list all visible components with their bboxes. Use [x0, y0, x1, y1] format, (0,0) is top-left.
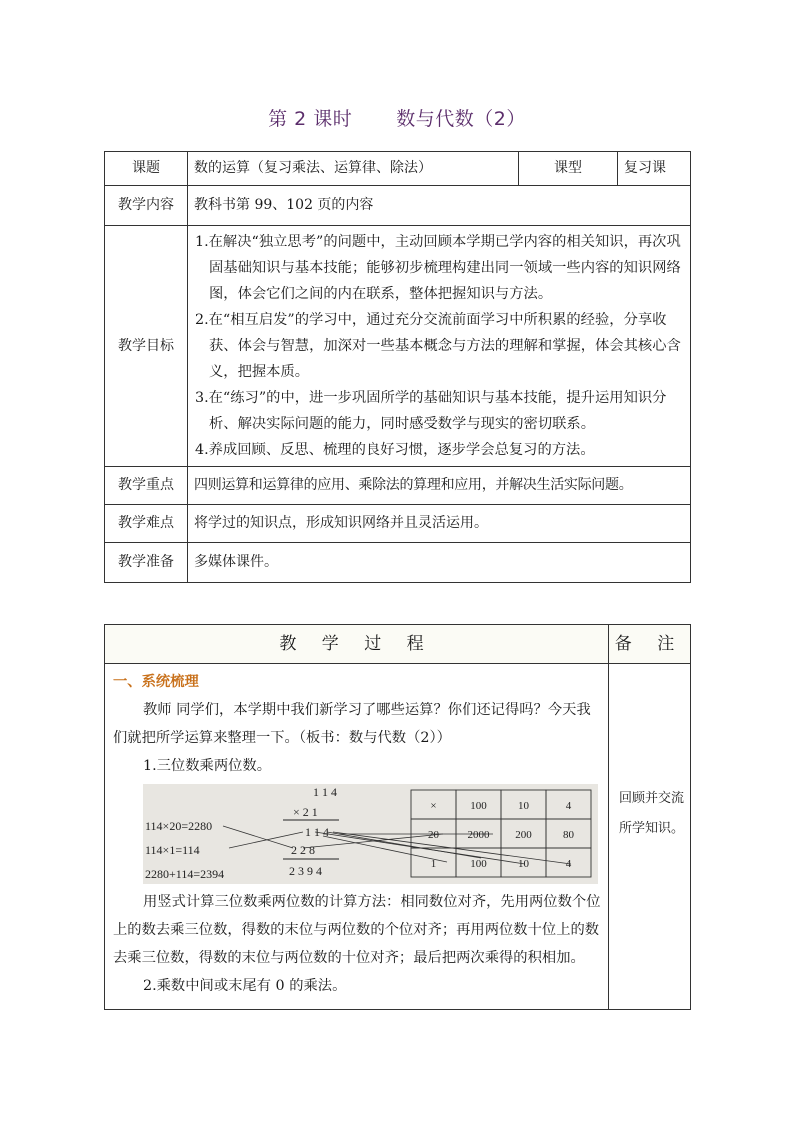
row-goals	[105, 226, 691, 467]
label-type: 课型	[519, 152, 618, 186]
label-difficulties: 教学难点	[105, 505, 188, 543]
fig-grid-label: 200	[515, 829, 532, 841]
value-type: 复习课	[618, 152, 691, 186]
fig-vert-3: 2 2 8	[291, 843, 315, 857]
row-preparation	[105, 543, 691, 583]
teacher-intro: 教师 同学们，本学期中我们新学习了哪些运算？你们还记得吗？今天我们就把所学运算来整理一下。（板书：数与代数（2））	[113, 702, 591, 746]
goal-item: 1.在解决“独立思考”的问题中，主动回顾本学期已学内容的相关知识，再次巩固基础知识与基本技能；能够初步梳理构建出同一领域一些内容的知识网络图，体会它们之间的内在联系，整体把握知识与方法。	[195, 234, 681, 302]
item-2: 2.乘数中间或末尾有 0 的乘法。	[143, 978, 347, 994]
process-body-row	[105, 664, 691, 1010]
goal-item: 2.在“相互启发”的学习中，通过充分交流前面学习中所积累的经验，分享收获、体会与智慧，加深对一些基本概念与方法的理解和掌握，体会其核心含义，把握本质。	[195, 312, 681, 380]
value-goals	[188, 226, 691, 467]
header-process: 教 学 过 程	[105, 625, 609, 664]
row-difficulties	[105, 505, 691, 543]
page-title	[0, 104, 794, 131]
label-topic: 课题	[105, 152, 188, 186]
lesson-number: 第 2 课时	[268, 108, 353, 130]
header-notes: 备 注	[609, 625, 691, 664]
fig-grid-label: 100	[470, 800, 487, 812]
item-1: 1.三位数乘两位数。	[143, 758, 272, 774]
label-preparation: 教学准备	[105, 543, 188, 583]
lesson-topic: 数与代数（2）	[396, 108, 526, 130]
fig-vert-2: 1 1 4	[305, 825, 329, 839]
lesson-info-table	[104, 151, 691, 583]
multiplication-figure	[143, 784, 598, 884]
value-difficulties: 将学过的知识点，形成知识网络并且灵活运用。	[188, 505, 691, 543]
fig-grid-label: 4	[565, 800, 572, 812]
fig-eq2: 114×1=114	[145, 843, 200, 857]
fig-grid-label: 1	[430, 858, 437, 870]
fig-grid-label: 10	[518, 800, 529, 812]
row-key-points	[105, 467, 691, 505]
goal-item: 3.在“练习”的中，进一步巩固所学的基础知识与基本技能，提升运用知识分析、解决实际问题的能力，同时感受数学与现实的密切联系。	[195, 390, 667, 432]
fig-grid-label: 10	[518, 858, 529, 870]
fig-grid	[411, 790, 591, 877]
fig-eq1: 114×20=2280	[145, 819, 213, 833]
process-header-row	[105, 625, 691, 664]
label-key-points: 教学重点	[105, 467, 188, 505]
row-content	[105, 186, 691, 226]
label-content: 教学内容	[105, 186, 188, 226]
value-topic: 数的运算（复习乘法、运算律、除法）	[188, 152, 519, 186]
row-topic	[105, 152, 691, 186]
fig-grid-label: 4	[565, 858, 572, 870]
process-content	[105, 664, 609, 1010]
fig-vert-4: 2 3 9 4	[289, 864, 322, 878]
section-title: 一、系统梳理	[113, 674, 199, 690]
value-content: 教科书第 99、102 页的内容	[188, 186, 691, 226]
fig-grid-label: 100	[470, 858, 487, 870]
label-goals: 教学目标	[105, 226, 188, 467]
fig-grid-label: 20	[428, 829, 439, 841]
value-preparation: 多媒体课件。	[188, 543, 691, 583]
fig-eq3: 2280+114=2394	[145, 867, 225, 881]
fig-grid-label: 2000	[467, 829, 490, 841]
goals-list	[189, 227, 689, 465]
fig-grid-label: 80	[563, 829, 574, 841]
fig-grid-label: ×	[430, 800, 437, 812]
fig-vert-0: 1 1 4	[313, 785, 337, 799]
goal-item: 4.养成回顾、反思、梳理的良好习惯，逐步学会总复习的方法。	[195, 442, 595, 458]
fig-vert-1: × 2 1	[293, 805, 318, 819]
notes-cell: 回顾并交流所学知识。	[609, 664, 691, 1010]
teaching-process-table	[104, 624, 691, 1010]
method-text: 用竖式计算三位数乘两位数的计算方法：相同数位对齐，先用两位数个位上的数去乘三位数，得数的末位与两位数的个位对齐；再用两位数十位上的数去乘三位数，得数的末位与两位数的十位对齐；最后把两次乘得的积相加。	[113, 894, 601, 966]
value-key-points: 四则运算和运算律的应用、乘除法的算理和应用，并解决生活实际问题。	[188, 467, 691, 505]
